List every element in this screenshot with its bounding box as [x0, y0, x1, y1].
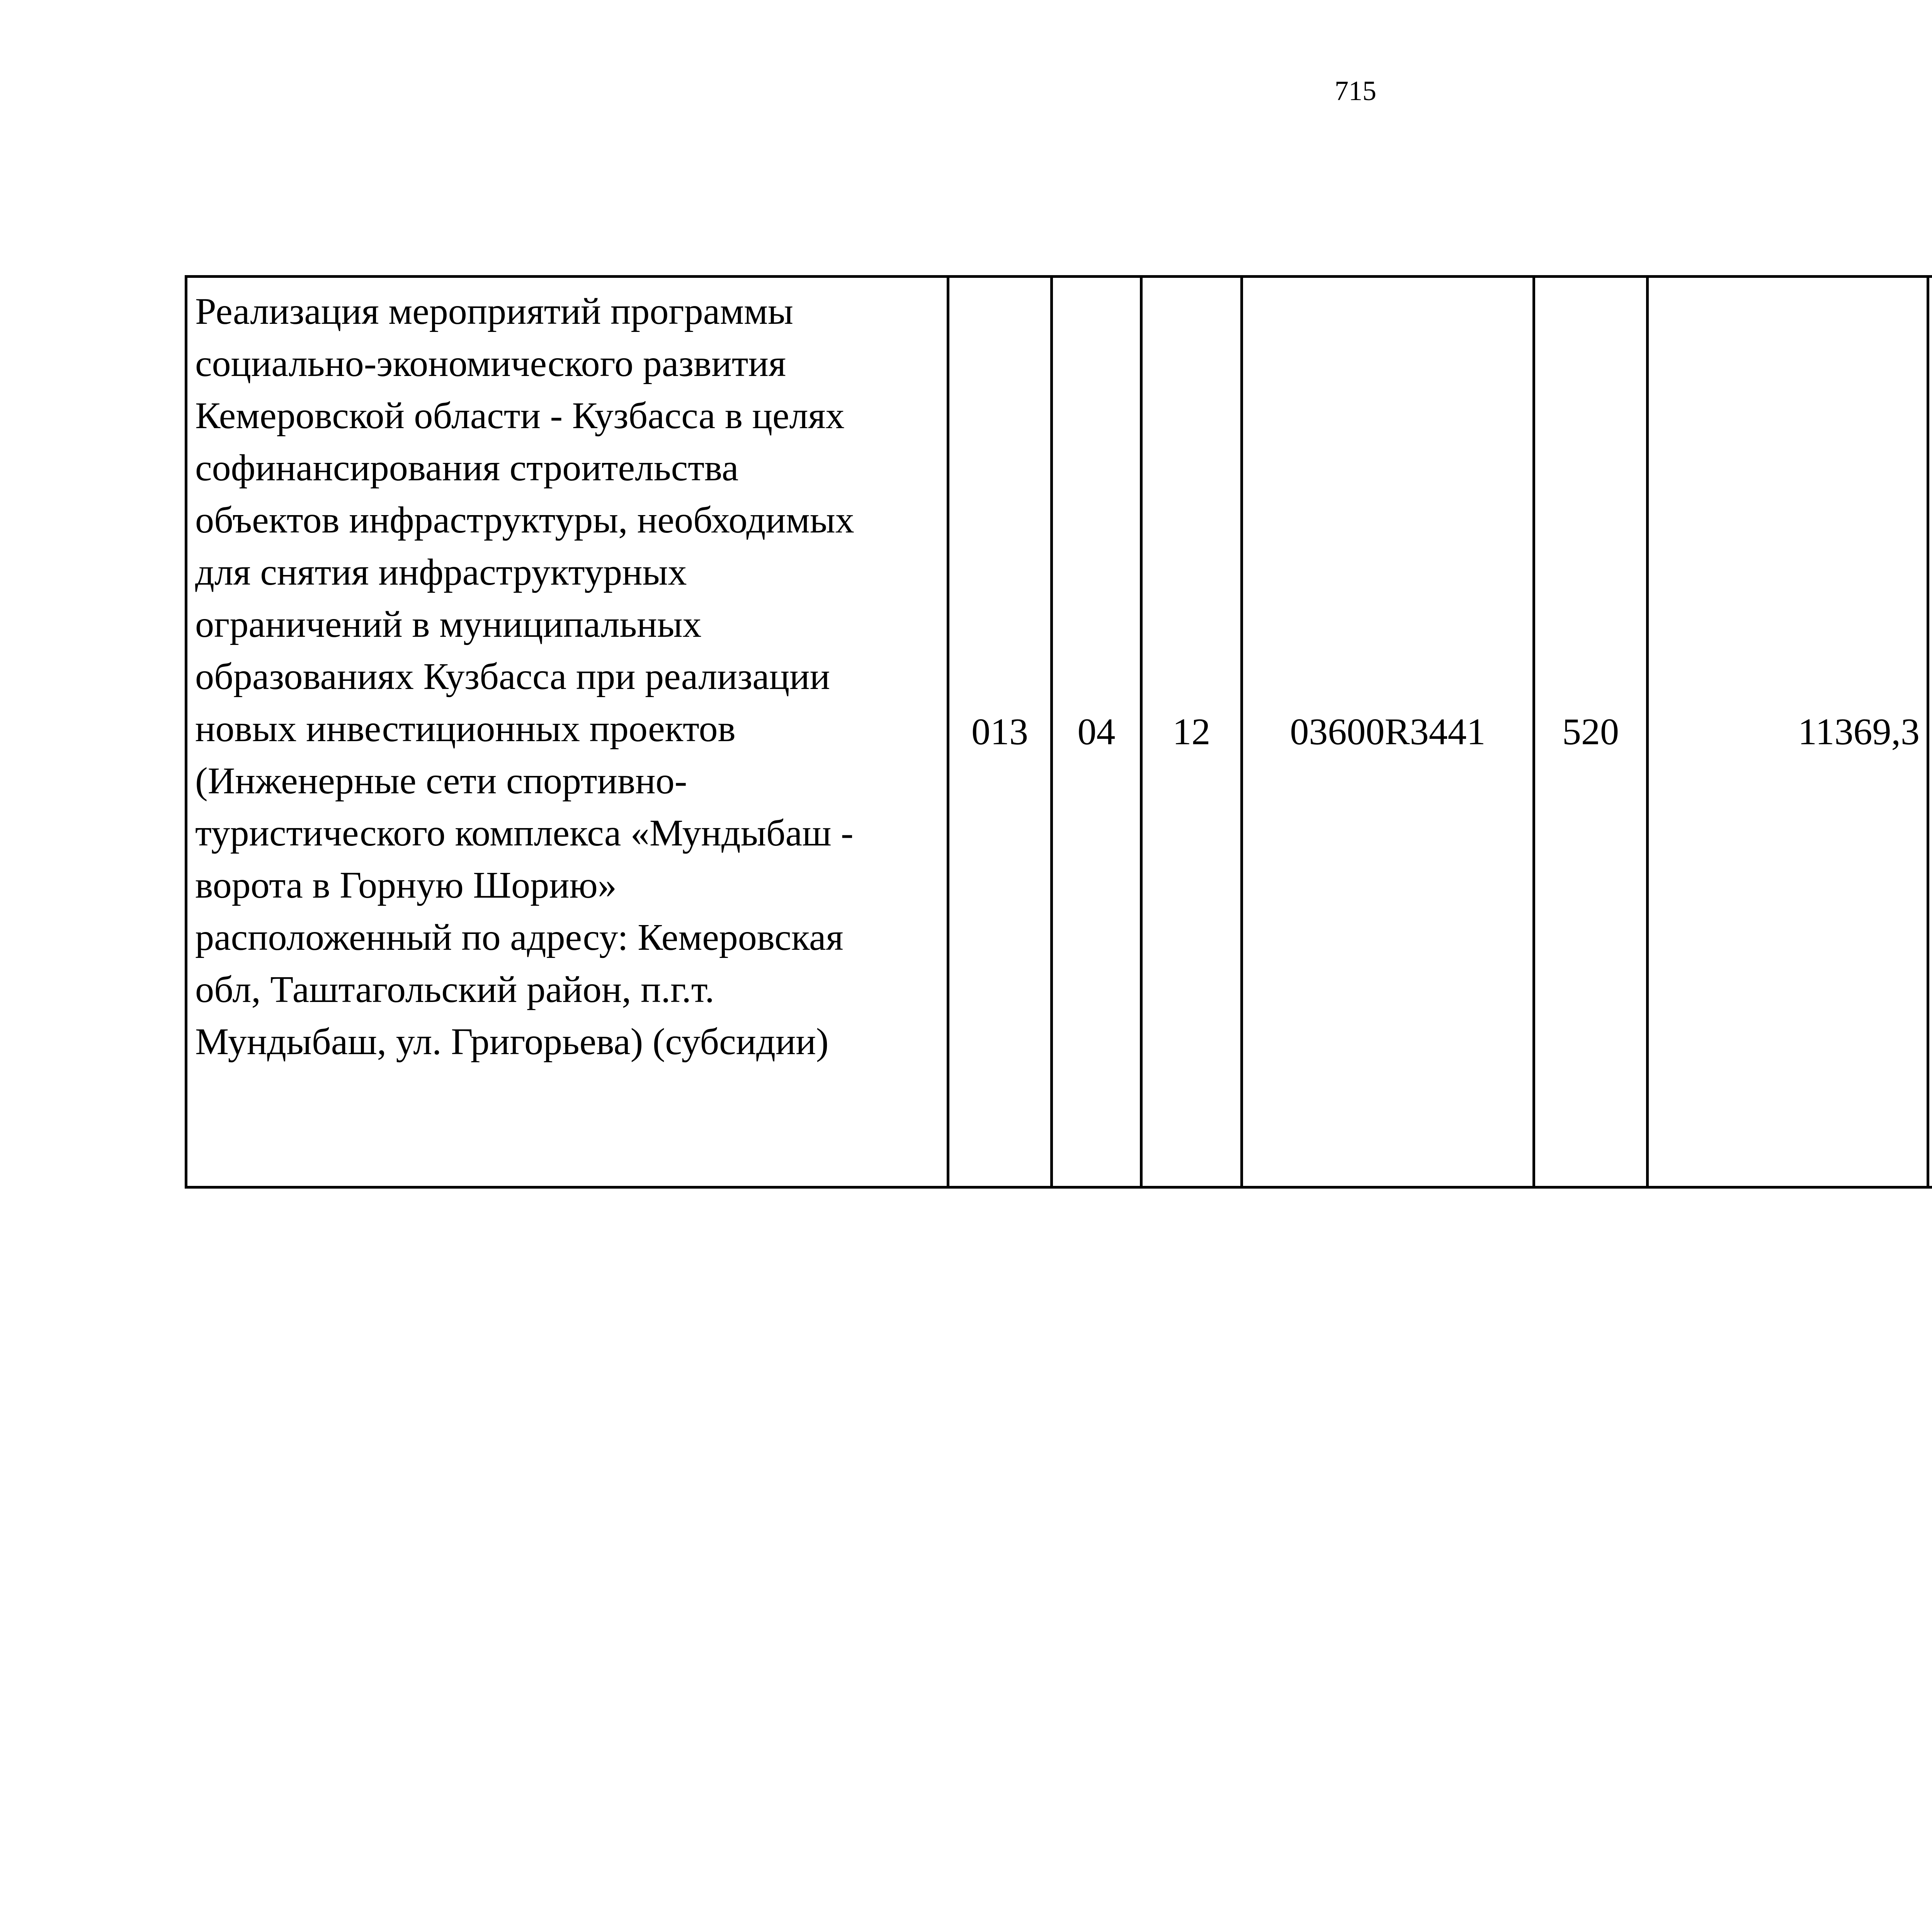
description-line: Кемеровской области - Кузбасса в целях: [195, 395, 845, 437]
description-line: туристического комплекса «Мундыбаш -: [195, 812, 854, 854]
description-line: ворота в Горную Шорию»: [195, 864, 617, 906]
page-number: 715: [1335, 75, 1376, 106]
table-row: [186, 277, 1932, 1187]
description-line: новых инвестиционных проектов: [195, 708, 736, 750]
description-line: для снятия инфраструктурных: [195, 551, 687, 593]
subsection-cell: 12: [1141, 277, 1242, 1187]
amount-year-2-cell: [1928, 277, 1932, 1187]
description-line: (Инженерные сети спортивно-: [195, 760, 687, 802]
expense-type-cell: 520: [1534, 277, 1648, 1187]
description-text: [195, 286, 943, 1068]
description-line: софинансирования строительства: [195, 447, 739, 489]
description-line: Мундыбаш, ул. Григорьева) (субсидии): [195, 1021, 829, 1063]
description-cell: [186, 277, 948, 1187]
description-line: социально-экономического развития: [195, 343, 786, 384]
description-line: расположенный по адресу: Кемеровская: [195, 917, 844, 958]
description-line: объектов инфраструктуры, необходимых: [195, 499, 854, 541]
ministry-code-cell: 013: [948, 277, 1052, 1187]
budget-table: [185, 275, 1932, 1189]
description-line: ограничений в муниципальных: [195, 604, 702, 645]
section-cell: 04: [1052, 277, 1141, 1187]
description-line: образованиях Кузбасса при реализации: [195, 656, 830, 697]
amount-year-1-cell: 11369,3: [1648, 277, 1928, 1187]
description-line: Реализация мероприятий программы: [195, 291, 793, 332]
target-article-cell: 03600R3441: [1242, 277, 1534, 1187]
description-line: обл, Таштагольский район, п.г.т.: [195, 969, 714, 1010]
